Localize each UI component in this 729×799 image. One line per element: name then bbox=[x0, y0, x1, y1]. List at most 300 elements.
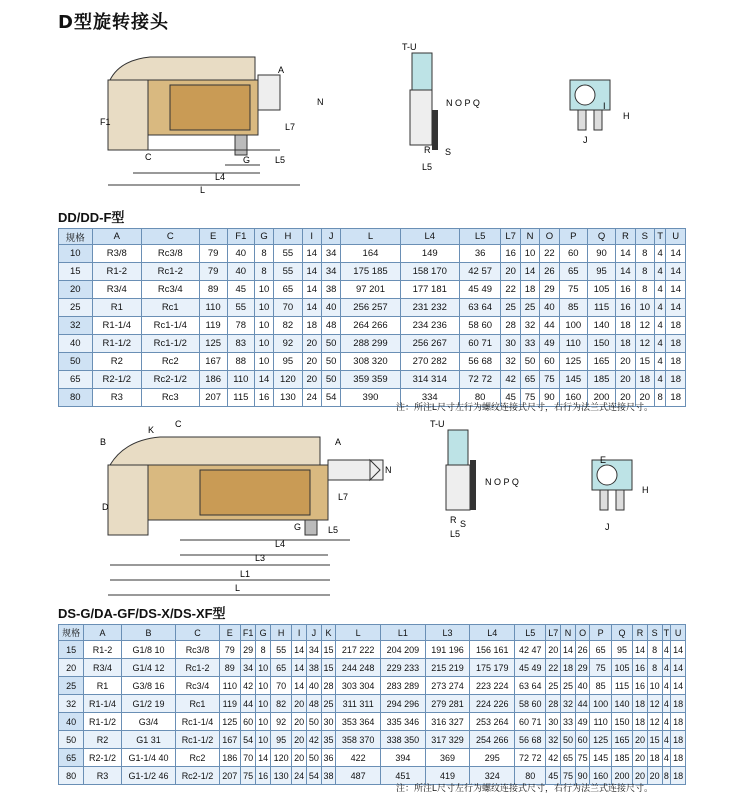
table-cell: 10 bbox=[254, 317, 273, 335]
table-cell: 50 bbox=[520, 353, 539, 371]
table-cell: 14 bbox=[302, 299, 321, 317]
table-cell: 15 bbox=[647, 731, 662, 749]
table-cell: 14 bbox=[254, 371, 273, 389]
table-cell: 14 bbox=[666, 263, 686, 281]
table-cell: 369 bbox=[425, 749, 470, 767]
table-cell: 65 bbox=[520, 371, 539, 389]
drw2-label-l7: L7 bbox=[338, 492, 349, 502]
table-cell: 14 bbox=[616, 263, 635, 281]
drw2-label-k: K bbox=[148, 425, 155, 435]
column-header: O bbox=[540, 229, 559, 245]
table-cell: 279 281 bbox=[425, 695, 470, 713]
table-cell: 160 bbox=[559, 389, 587, 407]
table-cell: 18 bbox=[647, 749, 662, 767]
spec-table-2 bbox=[58, 624, 686, 785]
table-cell: 120 bbox=[270, 749, 291, 767]
table-cell: 120 bbox=[274, 371, 302, 389]
table-cell: G3/8 16 bbox=[121, 677, 176, 695]
column-header: L4 bbox=[470, 625, 515, 641]
table-cell: 256 267 bbox=[400, 335, 459, 353]
table-cell: 12 bbox=[647, 713, 662, 731]
column-header: L5 bbox=[459, 229, 501, 245]
table-cell: 18 bbox=[671, 731, 686, 749]
table-cell: 28 bbox=[321, 677, 336, 695]
table-cell: Rc1-1/2 bbox=[142, 335, 199, 353]
column-header: H bbox=[270, 625, 291, 641]
table-cell: 224 226 bbox=[470, 695, 515, 713]
table-cell: 110 bbox=[199, 299, 227, 317]
table-cell: 125 bbox=[199, 335, 227, 353]
table-cell: 32 bbox=[546, 731, 561, 749]
table-cell: 167 bbox=[219, 731, 240, 749]
table-cell: 50 bbox=[59, 731, 84, 749]
table-row bbox=[59, 317, 686, 335]
table-cell: Rc2 bbox=[176, 749, 219, 767]
table-cell: 38 bbox=[307, 659, 322, 677]
column-header: L1 bbox=[381, 625, 426, 641]
table-cell: 4 bbox=[654, 371, 665, 389]
table-cell: 70 bbox=[270, 677, 291, 695]
table-cell: 50 bbox=[321, 335, 340, 353]
table-cell: 14 bbox=[520, 263, 539, 281]
table-cell: 145 bbox=[559, 371, 587, 389]
table-cell: R1-1/2 bbox=[92, 335, 141, 353]
table-cell: Rc1-1/2 bbox=[176, 731, 219, 749]
drw2-label-e: E bbox=[600, 455, 607, 465]
column-header: P bbox=[559, 229, 587, 245]
table-cell: 82 bbox=[274, 317, 302, 335]
table-cell: 33 bbox=[561, 713, 576, 731]
column-header: S bbox=[635, 229, 654, 245]
table-cell: 8 bbox=[254, 245, 273, 263]
table-cell: 394 bbox=[381, 749, 426, 767]
table-cell: 14 bbox=[671, 677, 686, 695]
column-header: C bbox=[142, 229, 199, 245]
table-cell: Rc3/8 bbox=[176, 641, 219, 659]
table-cell: 42 bbox=[307, 731, 322, 749]
column-header: R bbox=[633, 625, 648, 641]
table-cell: 34 bbox=[240, 659, 255, 677]
table-cell: 16 bbox=[256, 767, 271, 785]
table-cell: Rc1-1/4 bbox=[176, 713, 219, 731]
drw1-label-i: I bbox=[603, 101, 606, 111]
table-cell: 12 bbox=[647, 695, 662, 713]
table-cell: R2-1/2 bbox=[84, 749, 121, 767]
drw1-label-h: H bbox=[623, 111, 630, 121]
column-header: L4 bbox=[400, 229, 459, 245]
table-cell: 22 bbox=[501, 281, 520, 299]
column-header: L3 bbox=[425, 625, 470, 641]
column-header: I bbox=[302, 229, 321, 245]
column-header: P bbox=[590, 625, 611, 641]
table-cell: 44 bbox=[240, 695, 255, 713]
table-cell: 14 bbox=[302, 245, 321, 263]
drw2-label-l1: L1 bbox=[240, 569, 251, 579]
table-cell: 165 bbox=[587, 353, 615, 371]
table-cell: R3/4 bbox=[92, 281, 141, 299]
table-cell: 40 bbox=[540, 299, 559, 317]
table-cell: 303 304 bbox=[336, 677, 381, 695]
table-cell: 60 bbox=[240, 713, 255, 731]
table-cell: 10 bbox=[256, 677, 271, 695]
table-cell: 50 bbox=[307, 713, 322, 731]
table-cell: 200 bbox=[611, 767, 632, 785]
table-cell: 30 bbox=[546, 713, 561, 731]
table-cell: 18 bbox=[671, 749, 686, 767]
table-cell: 48 bbox=[321, 317, 340, 335]
column-header: J bbox=[307, 625, 322, 641]
table-cell: 10 bbox=[647, 677, 662, 695]
table-cell: G1/2 19 bbox=[121, 695, 176, 713]
table-cell: 30 bbox=[321, 713, 336, 731]
drw1-label-l4: L4 bbox=[215, 172, 226, 182]
table-cell: 55 bbox=[274, 263, 302, 281]
table-cell: 15 bbox=[321, 659, 336, 677]
column-header: N bbox=[520, 229, 539, 245]
table-cell: 160 bbox=[590, 767, 611, 785]
table-cell: 18 bbox=[666, 371, 686, 389]
drw1-label-l5: L5 bbox=[275, 155, 286, 165]
section2-title: DS-G/DA-GF/DS-X/DS-XF型 bbox=[58, 606, 226, 621]
table-cell: 145 bbox=[590, 749, 611, 767]
table-cell: 14 bbox=[292, 641, 307, 659]
table-row bbox=[59, 353, 686, 371]
table-cell: 18 bbox=[633, 713, 648, 731]
table-row bbox=[59, 677, 686, 695]
column-header: I bbox=[292, 625, 307, 641]
column-header: F1 bbox=[227, 229, 254, 245]
joint-drawing-1 bbox=[80, 35, 700, 205]
table-cell: 54 bbox=[240, 731, 255, 749]
table-cell: 264 266 bbox=[341, 317, 400, 335]
table-cell: 45 49 bbox=[459, 281, 501, 299]
table-cell: 65 bbox=[561, 749, 576, 767]
table-cell: 83 bbox=[227, 335, 254, 353]
table-cell: 105 bbox=[587, 281, 615, 299]
drw2-label-j: J bbox=[605, 522, 610, 532]
table-cell: 8 bbox=[635, 263, 654, 281]
table-row bbox=[59, 299, 686, 317]
table-cell: 45 bbox=[501, 389, 520, 407]
table-cell: 65 bbox=[270, 659, 291, 677]
table-cell: 8 bbox=[256, 641, 271, 659]
table-cell: R1 bbox=[92, 299, 141, 317]
column-header: 规格 bbox=[59, 229, 93, 245]
table-cell: 40 bbox=[59, 335, 93, 353]
table-cell: 29 bbox=[240, 641, 255, 659]
table-cell: 12 bbox=[635, 317, 654, 335]
table-cell: 45 49 bbox=[515, 659, 546, 677]
table-cell: 15 bbox=[59, 263, 93, 281]
table-cell: 16 bbox=[633, 677, 648, 695]
table-cell: 25 bbox=[546, 677, 561, 695]
table-cell: 4 bbox=[662, 731, 671, 749]
table-cell: 44 bbox=[540, 317, 559, 335]
table-cell: 18 bbox=[633, 695, 648, 713]
table-cell: 29 bbox=[575, 659, 590, 677]
table-cell: 18 bbox=[561, 659, 576, 677]
table-cell: G1 31 bbox=[121, 731, 176, 749]
table-cell: 56 68 bbox=[515, 731, 546, 749]
table-cell: 8 bbox=[662, 767, 671, 785]
table-cell: Rc2-1/2 bbox=[142, 371, 199, 389]
table-cell: 89 bbox=[219, 659, 240, 677]
table-cell: 14 bbox=[671, 659, 686, 677]
table-cell: 75 bbox=[240, 767, 255, 785]
table-row bbox=[59, 281, 686, 299]
table-cell: 359 359 bbox=[341, 371, 400, 389]
table-row bbox=[59, 659, 686, 677]
table-cell: 10 bbox=[256, 695, 271, 713]
table-cell: 317 329 bbox=[425, 731, 470, 749]
table-cell: 75 bbox=[561, 767, 576, 785]
column-header: T bbox=[662, 625, 671, 641]
table-cell: R1-1/4 bbox=[92, 317, 141, 335]
drw1-label-r: R bbox=[424, 145, 431, 155]
table-cell: R2 bbox=[84, 731, 121, 749]
column-header: Q bbox=[587, 229, 615, 245]
table-cell: 95 bbox=[274, 353, 302, 371]
column-header: F1 bbox=[240, 625, 255, 641]
table-cell: 335 346 bbox=[381, 713, 426, 731]
table-cell: 54 bbox=[321, 389, 340, 407]
drw2-label-l3: L3 bbox=[255, 553, 266, 563]
table-cell: 79 bbox=[199, 245, 227, 263]
table-cell: 20 bbox=[616, 371, 635, 389]
table-cell: 22 bbox=[546, 659, 561, 677]
table-cell: 254 266 bbox=[470, 731, 515, 749]
table-cell: 14 bbox=[616, 245, 635, 263]
drw2-label-d: D bbox=[102, 502, 109, 512]
table-cell: 419 bbox=[425, 767, 470, 785]
table-cell: 70 bbox=[274, 299, 302, 317]
table-cell: 44 bbox=[575, 695, 590, 713]
table-cell: R2-1/2 bbox=[92, 371, 141, 389]
column-header: E bbox=[199, 229, 227, 245]
drw1-label-nopq: N O P Q bbox=[446, 98, 480, 108]
table-cell: 75 bbox=[575, 749, 590, 767]
table-cell: 20 bbox=[616, 353, 635, 371]
table-cell: 25 bbox=[501, 299, 520, 317]
table-cell: 24 bbox=[292, 767, 307, 785]
table-cell: 4 bbox=[662, 677, 671, 695]
drw1-label-c: C bbox=[145, 152, 152, 162]
table-cell: 16 bbox=[254, 389, 273, 407]
table-cell: 34 bbox=[321, 245, 340, 263]
table-cell: 72 72 bbox=[515, 749, 546, 767]
table-cell: 234 236 bbox=[400, 317, 459, 335]
table-cell: 20 bbox=[302, 371, 321, 389]
section1-title: DD/DD-F型 bbox=[58, 210, 125, 225]
table-cell: 110 bbox=[227, 371, 254, 389]
table-cell: 18 bbox=[520, 281, 539, 299]
table-cell: 49 bbox=[540, 335, 559, 353]
table-cell: 175 185 bbox=[341, 263, 400, 281]
table-cell: 353 364 bbox=[336, 713, 381, 731]
table-cell: 8 bbox=[647, 659, 662, 677]
table-cell: 15 bbox=[59, 641, 84, 659]
table-cell: 177 181 bbox=[400, 281, 459, 299]
table-cell: 18 bbox=[616, 335, 635, 353]
table-cell: 63 64 bbox=[459, 299, 501, 317]
table-cell: 32 bbox=[520, 317, 539, 335]
drw2-label-l5b: L5 bbox=[450, 529, 461, 539]
table-cell: 78 bbox=[227, 317, 254, 335]
table-cell: 34 bbox=[307, 641, 322, 659]
table-cell: 32 bbox=[561, 695, 576, 713]
column-header: U bbox=[671, 625, 686, 641]
table-cell: 25 bbox=[321, 695, 336, 713]
table-cell: 30 bbox=[501, 335, 520, 353]
table-cell: 4 bbox=[654, 335, 665, 353]
table-cell: 207 bbox=[219, 767, 240, 785]
table-cell: 10 bbox=[256, 731, 271, 749]
table-cell: 20 bbox=[302, 353, 321, 371]
joint-drawing-2 bbox=[80, 415, 700, 600]
table-cell: 8 bbox=[635, 281, 654, 299]
table-cell: 92 bbox=[270, 713, 291, 731]
table-cell: 8 bbox=[647, 641, 662, 659]
table-cell: 186 bbox=[199, 371, 227, 389]
column-header: T bbox=[654, 229, 665, 245]
drw2-label-r: R bbox=[450, 515, 457, 525]
table-cell: 32 bbox=[59, 317, 93, 335]
table-cell: 36 bbox=[321, 749, 336, 767]
table-cell: 42 57 bbox=[459, 263, 501, 281]
table-cell: 36 bbox=[459, 245, 501, 263]
table-cell: 20 bbox=[616, 389, 635, 407]
table-cell: 20 bbox=[292, 749, 307, 767]
spec-table-1 bbox=[58, 228, 686, 407]
column-header: L5 bbox=[515, 625, 546, 641]
table-cell: 18 bbox=[666, 353, 686, 371]
table-cell: 22 bbox=[540, 245, 559, 263]
table-cell: 223 224 bbox=[470, 677, 515, 695]
table-cell: 10 bbox=[256, 659, 271, 677]
table-cell: 8 bbox=[654, 389, 665, 407]
table-cell: 204 209 bbox=[381, 641, 426, 659]
table-cell: 130 bbox=[270, 767, 291, 785]
drw1-label-s: S bbox=[445, 147, 452, 157]
table-cell: 105 bbox=[611, 659, 632, 677]
table-cell: 14 bbox=[633, 641, 648, 659]
table-cell: Rc1 bbox=[142, 299, 199, 317]
drw1-label-a: A bbox=[278, 65, 285, 75]
table-row bbox=[59, 641, 686, 659]
table-cell: 311 311 bbox=[336, 695, 381, 713]
table-cell: G1/8 10 bbox=[121, 641, 176, 659]
drw2-label-l4: L4 bbox=[275, 539, 286, 549]
table-row bbox=[59, 731, 686, 749]
table-cell: 200 bbox=[587, 389, 615, 407]
table-cell: 270 282 bbox=[400, 353, 459, 371]
column-header: 规格 bbox=[59, 625, 84, 641]
column-header: E bbox=[219, 625, 240, 641]
table-cell: 4 bbox=[654, 299, 665, 317]
table-cell: 75 bbox=[590, 659, 611, 677]
table-cell: 25 bbox=[561, 677, 576, 695]
table-cell: 20 bbox=[292, 731, 307, 749]
table-cell: 20 bbox=[302, 335, 321, 353]
table-cell: Rc1 bbox=[176, 695, 219, 713]
table-cell: R1-1/4 bbox=[84, 695, 121, 713]
table-cell: 207 bbox=[199, 389, 227, 407]
table-cell: 244 248 bbox=[336, 659, 381, 677]
column-header: A bbox=[92, 229, 141, 245]
table-cell: 14 bbox=[561, 641, 576, 659]
table-cell: R2 bbox=[92, 353, 141, 371]
table-cell: 85 bbox=[590, 677, 611, 695]
table-cell: 14 bbox=[302, 263, 321, 281]
table-row bbox=[59, 749, 686, 767]
table-cell: 89 bbox=[199, 281, 227, 299]
table-cell: 92 bbox=[274, 335, 302, 353]
table-cell: 422 bbox=[336, 749, 381, 767]
table-cell: Rc2-1/2 bbox=[176, 767, 219, 785]
table-cell: 88 bbox=[227, 353, 254, 371]
table-cell: 125 bbox=[219, 713, 240, 731]
drw2-label-n: N bbox=[385, 465, 392, 475]
table-cell: 14 bbox=[292, 677, 307, 695]
table-cell: 25 bbox=[59, 677, 84, 695]
table-cell: 18 bbox=[616, 317, 635, 335]
drw1-label-l7: L7 bbox=[285, 122, 296, 132]
table-cell: 55 bbox=[274, 245, 302, 263]
table-cell: 314 314 bbox=[400, 371, 459, 389]
table-cell: 130 bbox=[274, 389, 302, 407]
table-cell: 20 bbox=[633, 749, 648, 767]
table-cell: 390 bbox=[341, 389, 400, 407]
table-cell: 20 bbox=[546, 641, 561, 659]
table-cell: 90 bbox=[540, 389, 559, 407]
table-cell: 186 bbox=[219, 749, 240, 767]
table-cell: 10 bbox=[254, 335, 273, 353]
drw1-label-f1: F1 bbox=[100, 117, 111, 127]
table-cell: 273 274 bbox=[425, 677, 470, 695]
table-cell: 33 bbox=[520, 335, 539, 353]
table-cell: 60 71 bbox=[515, 713, 546, 731]
table-cell: G1-1/4 40 bbox=[121, 749, 176, 767]
table-cell: 18 bbox=[666, 335, 686, 353]
table-cell: 50 bbox=[561, 731, 576, 749]
table-cell: 90 bbox=[575, 767, 590, 785]
table-row bbox=[59, 335, 686, 353]
table-cell: 191 196 bbox=[425, 641, 470, 659]
table-cell: 4 bbox=[662, 695, 671, 713]
table-cell: Rc2 bbox=[142, 353, 199, 371]
table-cell: 20 bbox=[633, 767, 648, 785]
table-cell: Rc3/4 bbox=[176, 677, 219, 695]
table-cell: 185 bbox=[587, 371, 615, 389]
table-cell: 20 bbox=[292, 713, 307, 731]
table-cell: 65 bbox=[59, 371, 93, 389]
column-header: U bbox=[666, 229, 686, 245]
table-cell: 20 bbox=[633, 731, 648, 749]
table-cell: 283 289 bbox=[381, 677, 426, 695]
table-cell: 18 bbox=[635, 371, 654, 389]
table-cell: 63 64 bbox=[515, 677, 546, 695]
table-cell: 150 bbox=[611, 713, 632, 731]
page-title: D型旋转接头 bbox=[58, 12, 169, 33]
table-cell: 10 bbox=[635, 299, 654, 317]
table-cell: 14 bbox=[666, 245, 686, 263]
table-cell: 60 71 bbox=[459, 335, 501, 353]
table-cell: 65 bbox=[59, 749, 84, 767]
table-cell: 14 bbox=[666, 281, 686, 299]
table-cell: 75 bbox=[540, 371, 559, 389]
table-row bbox=[59, 245, 686, 263]
table-cell: 65 bbox=[590, 641, 611, 659]
